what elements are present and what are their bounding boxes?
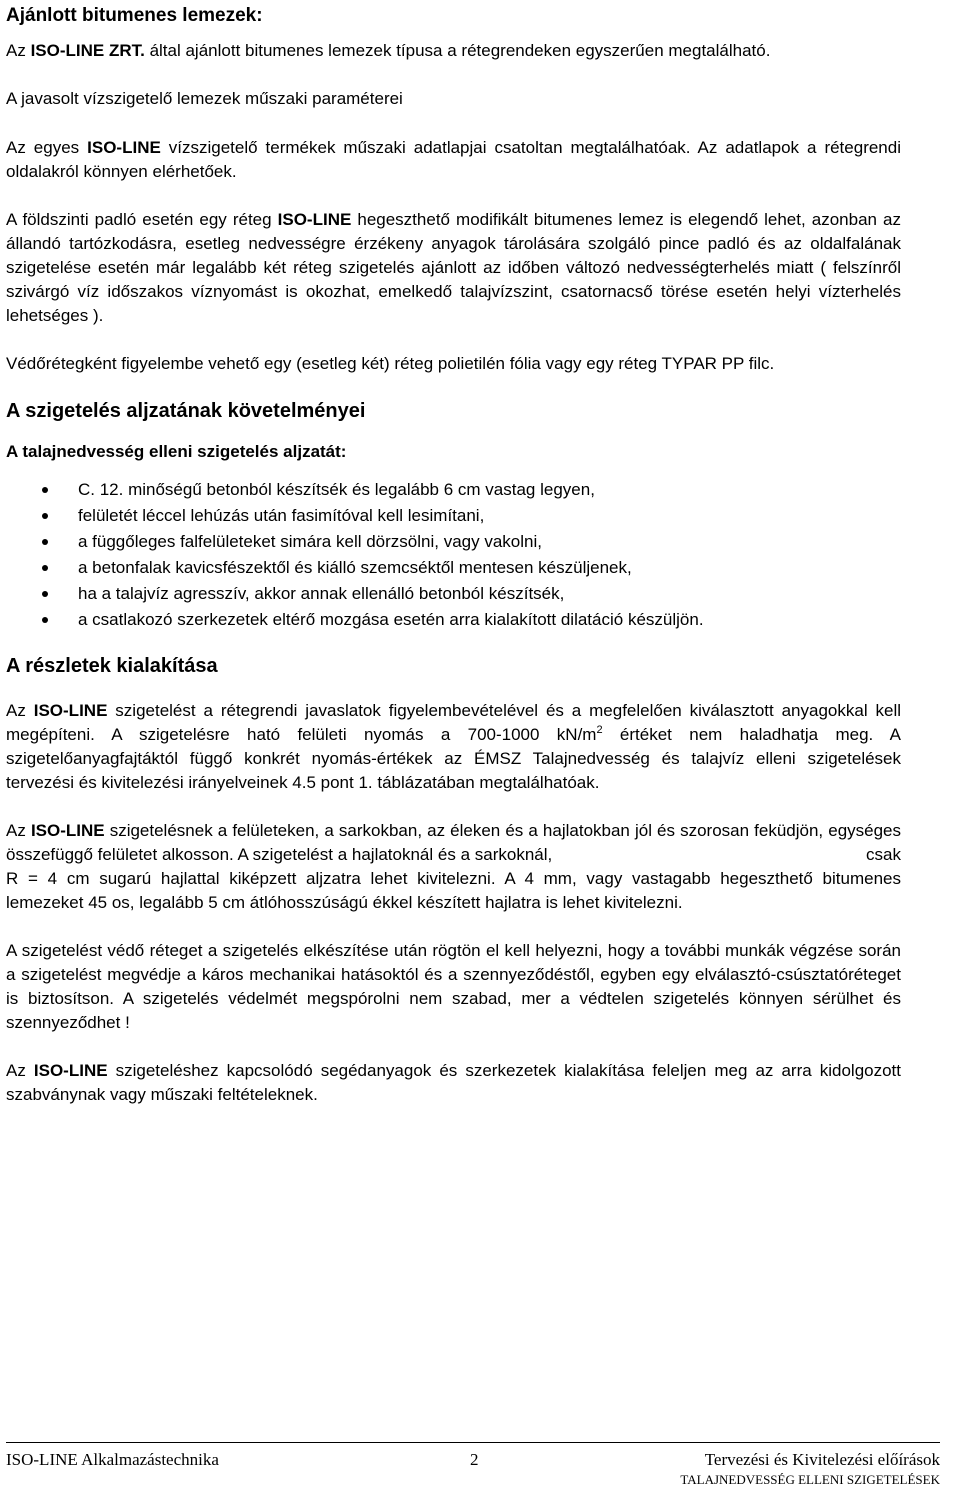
text-run: R = 4 cm sugarú hajlattal kiképzett aljzatra lehet kivitelezni. A 4 mm, vagy vastagabb hegeszthető bitumenes lemezeket 45 os, legalább 5 cm átlóhosszúságú ékkel készített hajlatra is lehet kivitelezni. bbox=[6, 869, 901, 912]
page-number: 2 bbox=[470, 1450, 479, 1469]
protective-layer-paragraph: Védőrétegként figyelembe vehető egy (esetleg két) réteg polietilén fólia vagy egy réteg TYPAR PP filc. bbox=[6, 354, 775, 373]
brand-text: ISO-LINE ZRT. bbox=[30, 41, 145, 60]
page-footer bbox=[6, 1442, 946, 1489]
text-run: vízszigetelő termékek műszaki adatlapjai csatoltan megtalálhatóak. Az adatlapok a rétegrendi oldalakról könnyen elérhetőek. bbox=[6, 138, 901, 181]
superscript: 2 bbox=[596, 724, 603, 736]
bullet-icon bbox=[42, 565, 48, 571]
accessories-paragraph bbox=[6, 1059, 901, 1107]
list-item-text: a betonfalak kavicsfészektől és kiálló szemcséktől mentesen készüljenek, bbox=[78, 558, 632, 577]
list-item-text: a függőleges falfelületeket simára kell dörzsölni, vagy vakolni, bbox=[78, 532, 542, 551]
brand-text: ISO-LINE bbox=[33, 1061, 108, 1080]
brand-text: ISO-LINE bbox=[87, 138, 161, 157]
list-item-text: felületét léccel lehúzás után fasimítóval kell lesimítani, bbox=[78, 506, 485, 525]
datasheet-paragraph bbox=[6, 136, 901, 184]
brand-text: ISO-LINE bbox=[30, 821, 105, 840]
footer-subtitle: TALAJNEDVESSÉG ELLENI SZIGETELÉSEK bbox=[680, 1472, 940, 1487]
footer-row bbox=[6, 1449, 946, 1471]
corner-paragraph bbox=[6, 819, 901, 915]
text-run: hegeszthető modifikált bitumenes lemez is elegendő lehet, azonban az állandó tartózkodásra, esetleg nedvességre érzékeny anyagok tárolására szolgáló pince padló és az oldalfalának szigetelése esetén már legalább két réteg szigetelés ajánlott az időben változó nedvességterhelés miatt ( felszínről szivárgó víz időszakos víznyomást is okozhat, emelkedő talajvízszint, csatornacső törése esetén helyi vízterhelés lehetséges ). bbox=[6, 210, 901, 325]
bullet-icon bbox=[42, 487, 48, 493]
text-run: Az bbox=[6, 701, 34, 720]
subheading: A talajnedvesség elleni szigetelés aljzatát: bbox=[6, 442, 347, 461]
list-item bbox=[6, 581, 901, 607]
text-run: által ajánlott bitumenes lemezek típusa a rétegrendeken egyszerűen megtalálható. bbox=[144, 41, 771, 60]
bullet-icon bbox=[42, 591, 48, 597]
footer-right: Tervezési és Kivitelezési előírások bbox=[704, 1450, 940, 1469]
list-item bbox=[6, 607, 901, 633]
bullet-icon bbox=[42, 617, 48, 623]
section-heading: A szigetelés aljzatának követelményei bbox=[6, 400, 366, 422]
list-item bbox=[6, 529, 901, 555]
brand-text: ISO-LINE bbox=[33, 701, 108, 720]
details-paragraph bbox=[6, 699, 901, 795]
text-run: A földszinti padló esetén egy réteg bbox=[6, 210, 278, 229]
bullet-icon bbox=[42, 539, 48, 545]
intro-paragraph bbox=[6, 39, 901, 63]
floor-paragraph bbox=[6, 208, 901, 328]
list-item-text: C. 12. minőségű betonból készítsék és legalább 6 cm vastag legyen, bbox=[78, 480, 595, 499]
text-run: Az bbox=[6, 1061, 34, 1080]
document-page bbox=[6, 0, 901, 1107]
text-run: csak bbox=[866, 845, 901, 864]
parameters-paragraph: A javasolt vízszigetelő lemezek műszaki paraméterei bbox=[6, 89, 403, 108]
footer-left: ISO-LINE Alkalmazástechnika bbox=[6, 1450, 219, 1469]
list-item bbox=[6, 503, 901, 529]
text-run: szigeteléshez kapcsolódó segédanyagok és szerkezetek kialakítása feleljen meg az arra kidolgozott szabványnak vagy műszaki feltételeknek. bbox=[6, 1061, 902, 1104]
text-run: szigetelést a rétegrendi javaslatok figyelembevételével és a megfelelően kiválasztott anyagokkal kell megépíteni. A szigetelésre ható felületi nyomás a 700-1000 kN/m bbox=[6, 701, 902, 744]
list-item-text: a csatlakozó szerkezetek eltérő mozgása esetén arra kialakított dilatáció készüljön. bbox=[78, 610, 704, 629]
text-run: értéket nem haladhatja meg. A szigetelőanyagfajtáktól függő konkrét nyomás-értékek az ÉMSZ Talajnedvesség és talajvíz elleni szigetelések tervezési és kivitelezési irányelveinek 4.5 pont 1. táblázatában megtalálhatóak. bbox=[6, 725, 901, 792]
brand-text: ISO-LINE bbox=[277, 210, 352, 229]
footer-row bbox=[6, 1471, 946, 1489]
protection-paragraph: A szigetelést védő réteget a szigetelés elkészítése után rögtön el kell helyezni, hogy a további munkák végzése során a szigetelést megvédje a káros mechanikai hatásoktól és a szennyeződéstől, egyben egy elválasztó-csúsztatóréteget is biztosítson. A szigetelés védelmét megspórolni nem szabad, mer a védtelen szigetelés könnyen sérülhet és szennyeződhet ! bbox=[6, 941, 901, 1032]
list-item bbox=[6, 477, 901, 503]
footer-divider bbox=[6, 1442, 940, 1443]
section-heading: Ajánlott bitumenes lemezek: bbox=[6, 5, 263, 26]
bullet-icon bbox=[42, 513, 48, 519]
list-item bbox=[6, 555, 901, 581]
text-run: Az bbox=[6, 821, 31, 840]
text-run: Az bbox=[6, 41, 31, 60]
text-run: Az egyes bbox=[6, 138, 88, 157]
section-heading: A részletek kialakítása bbox=[6, 655, 218, 677]
text-run: szigetelésnek a felületeken, a sarkokban, az éleken és a hajlatokban jól és szorosan feküdjön, egységes összefüggő felületet alkosson. A szigetelést a hajlatoknál és a sarkoknál, bbox=[6, 821, 902, 864]
list-item-text: ha a talajvíz agresszív, akkor annak ellenálló betonból készítsék, bbox=[78, 584, 565, 603]
requirements-list bbox=[6, 477, 901, 633]
